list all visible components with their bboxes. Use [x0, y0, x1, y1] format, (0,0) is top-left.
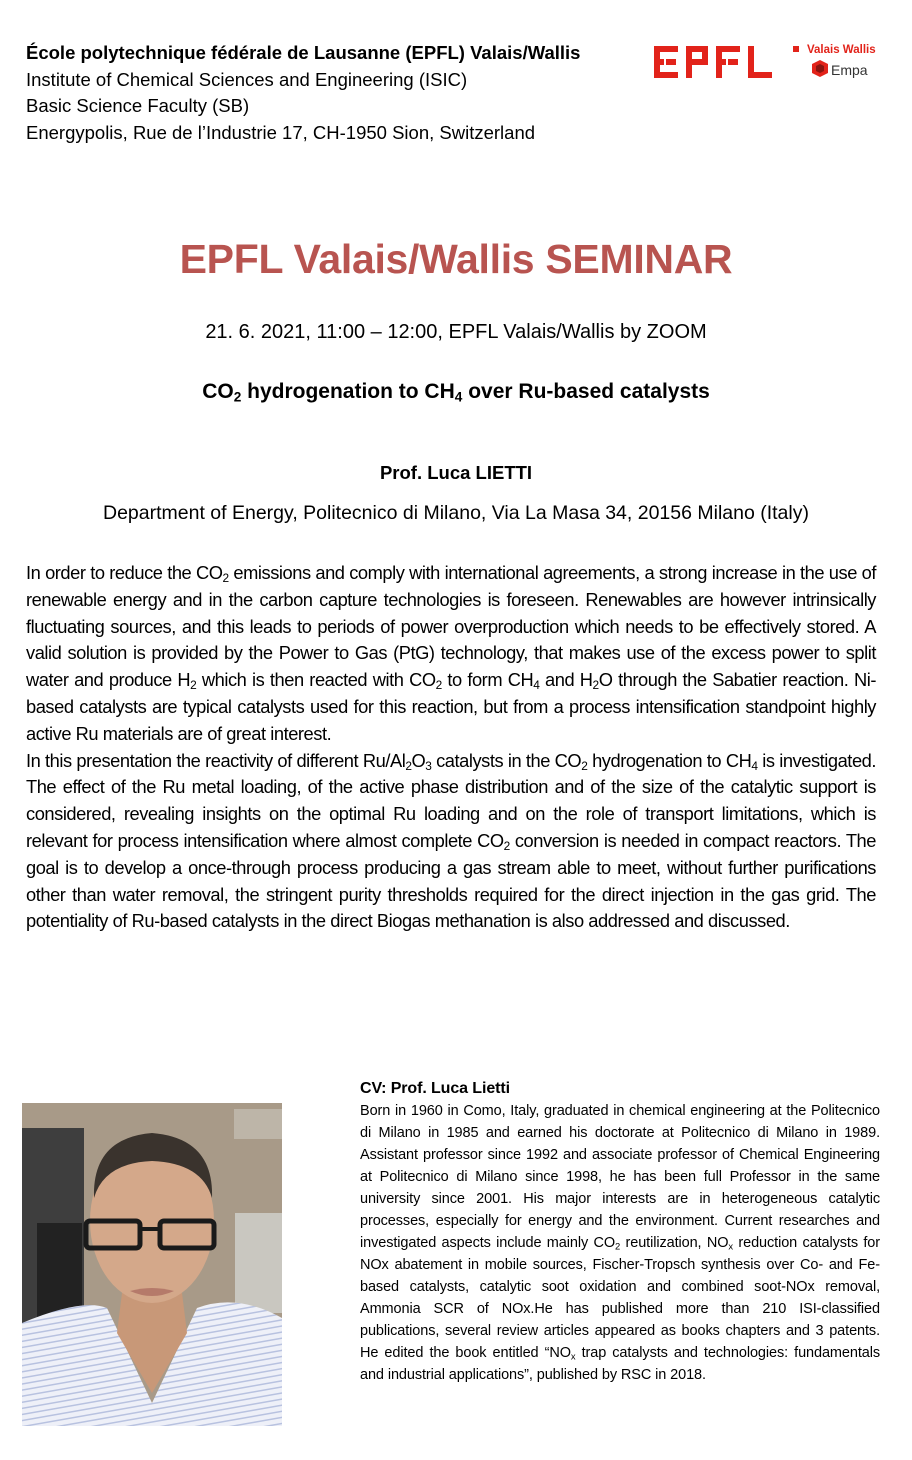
abstract-paragraph-2	[26, 748, 876, 936]
abstract-paragraph-1	[26, 560, 876, 748]
cv-title: CV: Prof. Luca Lietti	[360, 1080, 510, 1097]
abstract	[26, 560, 876, 935]
subscript: 2	[190, 678, 197, 693]
epfl-empa-logo	[652, 40, 882, 86]
logo-empa: Empa	[831, 62, 868, 78]
seminar-datetime: 21. 6. 2021, 11:00 – 12:00, EPFL Valais/Wallis by ZOOM	[205, 321, 707, 343]
institution-header	[26, 40, 580, 146]
subscript: 3	[425, 758, 432, 773]
text: O through the Sabatier reaction. Ni-based catalysts are typical catalysts used for this reaction, but from a process intensification standpoint highly active Ru materials are of great interest.	[26, 669, 877, 744]
seminar-title: EPFL Valais/Wallis SEMINAR	[179, 236, 733, 282]
faculty-name: Basic Science Faculty (SB)	[26, 95, 250, 116]
speaker-cv	[360, 1078, 880, 1386]
talk-title-part: CO	[202, 380, 234, 403]
talk-title-part: over Ru-based catalysts	[462, 380, 710, 403]
speaker-photo	[22, 1103, 282, 1426]
text: Born in 1960 in Como, Italy, graduated in chemical engineering at the Politecnico di Milano in 1985 and earned his doctorate at Politecnico di Milano in 1989. Assistant professor since 1992 and associate professor of Chemical Engineering at Politecnico di Milano since 1998, he has been full Professor in the same university since 2001. His major interests are in heterogeneous catalytic processes, especially for energy and the environment. Current researches and investigated aspects include mainly CO	[360, 1103, 880, 1251]
subscript: 2	[435, 678, 442, 693]
text: which is then reacted with CO	[196, 669, 436, 691]
epfl-logo-graphic	[652, 40, 882, 86]
text: and H	[539, 669, 593, 691]
subscript: 4	[751, 758, 758, 773]
address: Energypolis, Rue de l’Industrie 17, CH-1950 Sion, Switzerland	[26, 121, 536, 143]
talk-title-part: hydrogenation to CH	[241, 380, 455, 403]
text: catalysts in the CO	[431, 749, 582, 771]
speaker-affiliation: Department of Energy, Politecnico di Milano, Via La Masa 34, 20156 Milano (Italy)	[103, 502, 809, 524]
cv-body	[360, 1100, 880, 1386]
logo-valais-wallis: Valais Wallis	[807, 44, 876, 56]
subscript: 2	[503, 838, 510, 853]
subscript: 2	[222, 570, 229, 585]
text: O	[411, 749, 426, 771]
text: reutilization, NO	[620, 1235, 729, 1251]
text: In order to reduce the CO	[26, 562, 223, 583]
subscript: 2	[592, 678, 599, 693]
institution-name: École polytechnique fédérale de Lausanne (EPFL) Valais/Wallis	[26, 42, 581, 63]
empa-icon	[812, 60, 828, 77]
subscript: 2	[233, 389, 242, 405]
text: is investigated. The effect of the Ru metal loading, of the active phase distribution and of the size of the catalytic support is considered, revealing insights on the optimal Ru loading and on the role of transport limitations, which is relevant for process intensification where almost complete CO	[26, 749, 877, 851]
subscript: x	[570, 1350, 576, 1362]
text: In this presentation the reactivity of different Ru/Al	[26, 749, 406, 771]
subscript: 2	[405, 758, 412, 773]
speaker-name: Prof. Luca LIETTI	[379, 462, 533, 483]
text: reduction catalysts for NOx abatement in mobile sources, Fischer-Tropsch synthesis over Co- and Fe-based catalysts, catalytic soot oxidation and combined soot-NOx removal, Ammonia SCR of NOx.He has published more than 210 ISI-classified publications, several review articles appeared as books chapters and 3 patents. He edited the book entitled “NO	[360, 1235, 880, 1361]
subscript: 4	[454, 389, 463, 405]
subscript: x	[728, 1240, 734, 1252]
text: to form CH	[441, 669, 534, 691]
text: trap catalysts and technologies: fundamentals and industrial applications”, published by RSC in 2018.	[360, 1345, 880, 1383]
subscript: 4	[533, 678, 540, 693]
subscript: 2	[581, 758, 588, 773]
talk-title	[0, 380, 912, 404]
institute-name: Institute of Chemical Sciences and Engineering (ISIC)	[26, 68, 468, 90]
subscript: 2	[615, 1240, 621, 1252]
text: emissions and comply with international agreements, a strong increase in the use of renewable energy and in the carbon capture technologies is foreseen. Renewables are however intrinsically fluctuating sources, and this leads to periods of power overproduction which needs to be effectively stored. A valid solution is provided by the Power to Gas (PtG) technology, that makes use of the excess power to split water and produce H	[26, 562, 876, 691]
text: conversion is needed in compact reactors. The goal is to develop a once-through process producing a gas stream able to meet, without further purifications other than water removal, the stringent purity thresholds required for the direct injection in the gas grid. The potentiality of Ru-based catalysts in the direct Biogas methanation is also addressed and discussed.	[26, 829, 876, 932]
text: hydrogenation to CH	[587, 749, 752, 771]
